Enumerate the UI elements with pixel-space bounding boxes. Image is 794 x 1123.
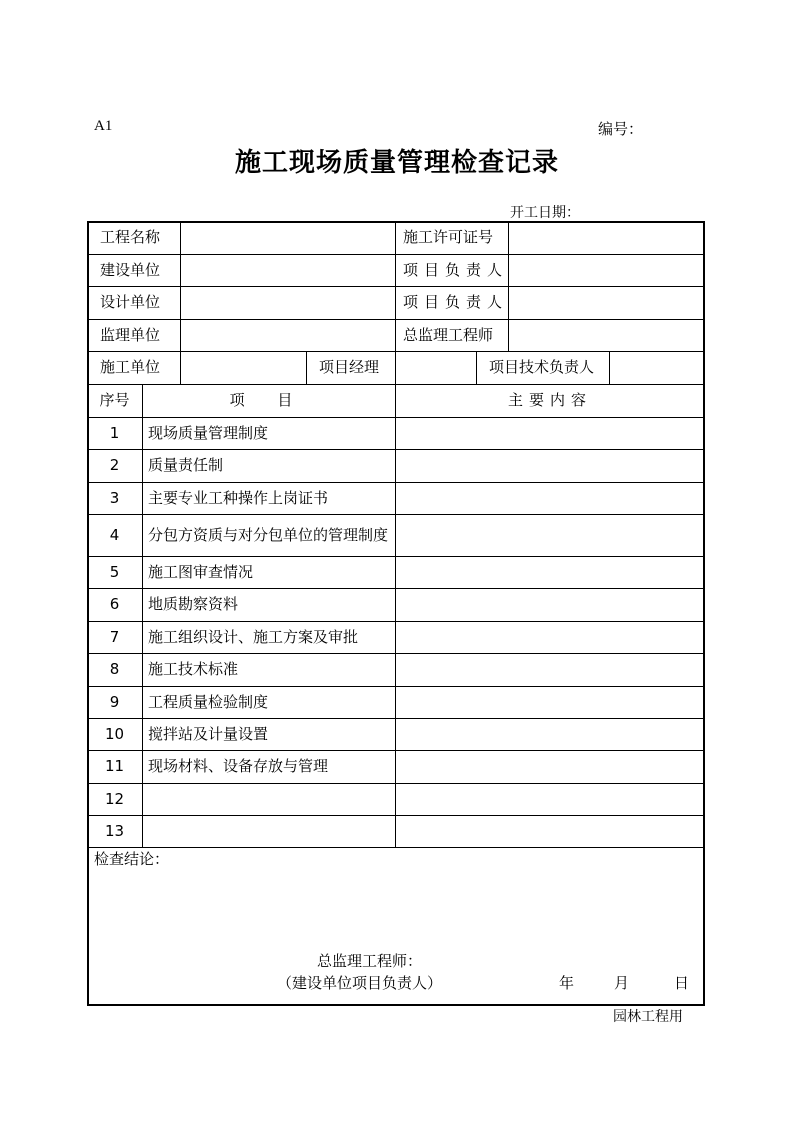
item-content-field[interactable] [396,621,704,653]
inspection-record-table [87,221,705,1006]
item-number: 12 [104,789,125,808]
contractor-unit-field[interactable] [180,351,306,384]
row-divider [87,783,705,784]
column-divider [180,221,181,351]
serial-number-label: 编号： [598,120,644,138]
construction-permit-label: 施工许可证号 [403,228,494,246]
year-label: 年 [559,974,575,992]
supervision-unit-label: 监理单位 [100,325,161,344]
item-number: 13 [104,821,125,840]
item-text: 搅拌站及计量设置 [148,724,269,743]
row-divider [87,588,705,589]
supervision-unit-field[interactable] [180,319,394,351]
row-divider [87,718,705,719]
item-text: 主要专业工种操作上岗证书 [148,488,329,507]
item-content-field[interactable] [396,514,704,556]
item-content-field[interactable] [396,653,704,686]
project-manager-field[interactable] [396,351,477,384]
item-text: 施工组织设计、施工方案及审批 [148,627,359,646]
sign-date [559,972,689,993]
owner-unit-field[interactable] [180,254,394,286]
item-content-field[interactable] [396,556,704,588]
item-text: 工程质量检验制度 [148,692,269,711]
footer-note: 园林工程用 [613,1009,683,1025]
row-divider [87,384,705,385]
page-title: 施工现场质量管理检查记录 [234,148,559,178]
item-text: 现场材料、设备存放与管理 [148,757,329,775]
item-number: 4 [109,525,120,544]
design-project-lead-field[interactable] [510,286,705,319]
item-number: 7 [109,627,120,646]
conclusion-label: 检查结论： [94,850,170,868]
item-header: 项 目 [229,391,307,409]
row-divider [87,621,705,622]
owner-unit-label: 建设单位 [100,260,161,279]
chief-supervisor-sign-label: 总监理工程师： [317,952,423,970]
column-divider [142,384,143,847]
row-divider [87,847,705,848]
item-content-field[interactable] [396,815,704,847]
item-content-field[interactable] [396,417,704,449]
design-unit-label: 设计单位 [100,293,161,311]
item-number: 9 [109,692,120,711]
contractor-unit-label: 施工单位 [100,358,161,376]
row-divider [87,815,705,816]
item-number: 1 [109,423,120,442]
item-number: 8 [109,660,120,678]
column-divider [609,351,610,384]
item-text [148,815,392,847]
chief-supervisor-field[interactable] [510,319,705,351]
column-divider [395,351,396,384]
seq-header: 序号 [99,391,130,409]
owner-lead-note: （建设单位项目负责人） [277,974,443,992]
item-number: 10 [104,724,125,743]
column-divider [306,351,307,384]
item-text: 分包方资质与对分包单位的管理制度 [148,525,389,544]
item-number: 3 [109,488,120,507]
row-divider [87,417,705,418]
item-content-field[interactable] [396,750,704,783]
item-content-field[interactable] [396,588,704,621]
row-divider [87,514,705,515]
row-divider [87,482,705,483]
column-divider [180,351,181,384]
item-text: 施工技术标准 [148,660,239,678]
start-date-label: 开工日期： [510,205,580,221]
tech-lead-label: 项目技术负责人 [489,358,595,376]
item-text: 地质勘察资料 [148,595,239,613]
item-text [148,783,392,815]
owner-project-lead-field[interactable] [510,254,705,286]
item-number: 11 [104,757,125,775]
row-divider [87,653,705,654]
item-content-field[interactable] [396,449,704,482]
item-number: 2 [109,456,120,474]
column-divider [395,221,396,351]
month-label: 月 [614,974,630,992]
design-unit-field[interactable] [180,286,394,319]
item-text: 质量责任制 [148,456,224,474]
item-number: 6 [109,595,120,613]
item-content-field[interactable] [396,783,704,815]
row-divider [87,686,705,687]
item-content-field[interactable] [396,686,704,718]
table-border [703,221,705,1006]
construction-permit-field[interactable] [510,221,705,254]
item-number: 5 [109,562,120,581]
column-divider [508,221,509,351]
day-label: 日 [674,974,690,992]
table-border [87,221,89,1006]
tech-lead-field[interactable] [611,351,705,384]
owner-project-lead-label: 项目负责人 [403,260,509,279]
item-content-field[interactable] [396,482,704,514]
item-text: 施工图审查情况 [148,562,254,581]
design-project-lead-label: 项目负责人 [403,293,509,311]
project-manager-label: 项目经理 [319,358,380,376]
row-divider [87,750,705,751]
chief-supervisor-label: 总监理工程师 [403,325,494,344]
column-divider [395,384,396,847]
item-text: 现场质量管理制度 [148,423,269,442]
item-content-field[interactable] [396,718,704,750]
row-divider [87,556,705,557]
form-code: A1 [94,118,113,134]
project-name-field[interactable] [180,221,394,254]
content-header: 主要内容 [507,391,592,409]
project-name-label: 工程名称 [100,228,161,246]
column-divider [476,351,477,384]
row-divider [87,449,705,450]
